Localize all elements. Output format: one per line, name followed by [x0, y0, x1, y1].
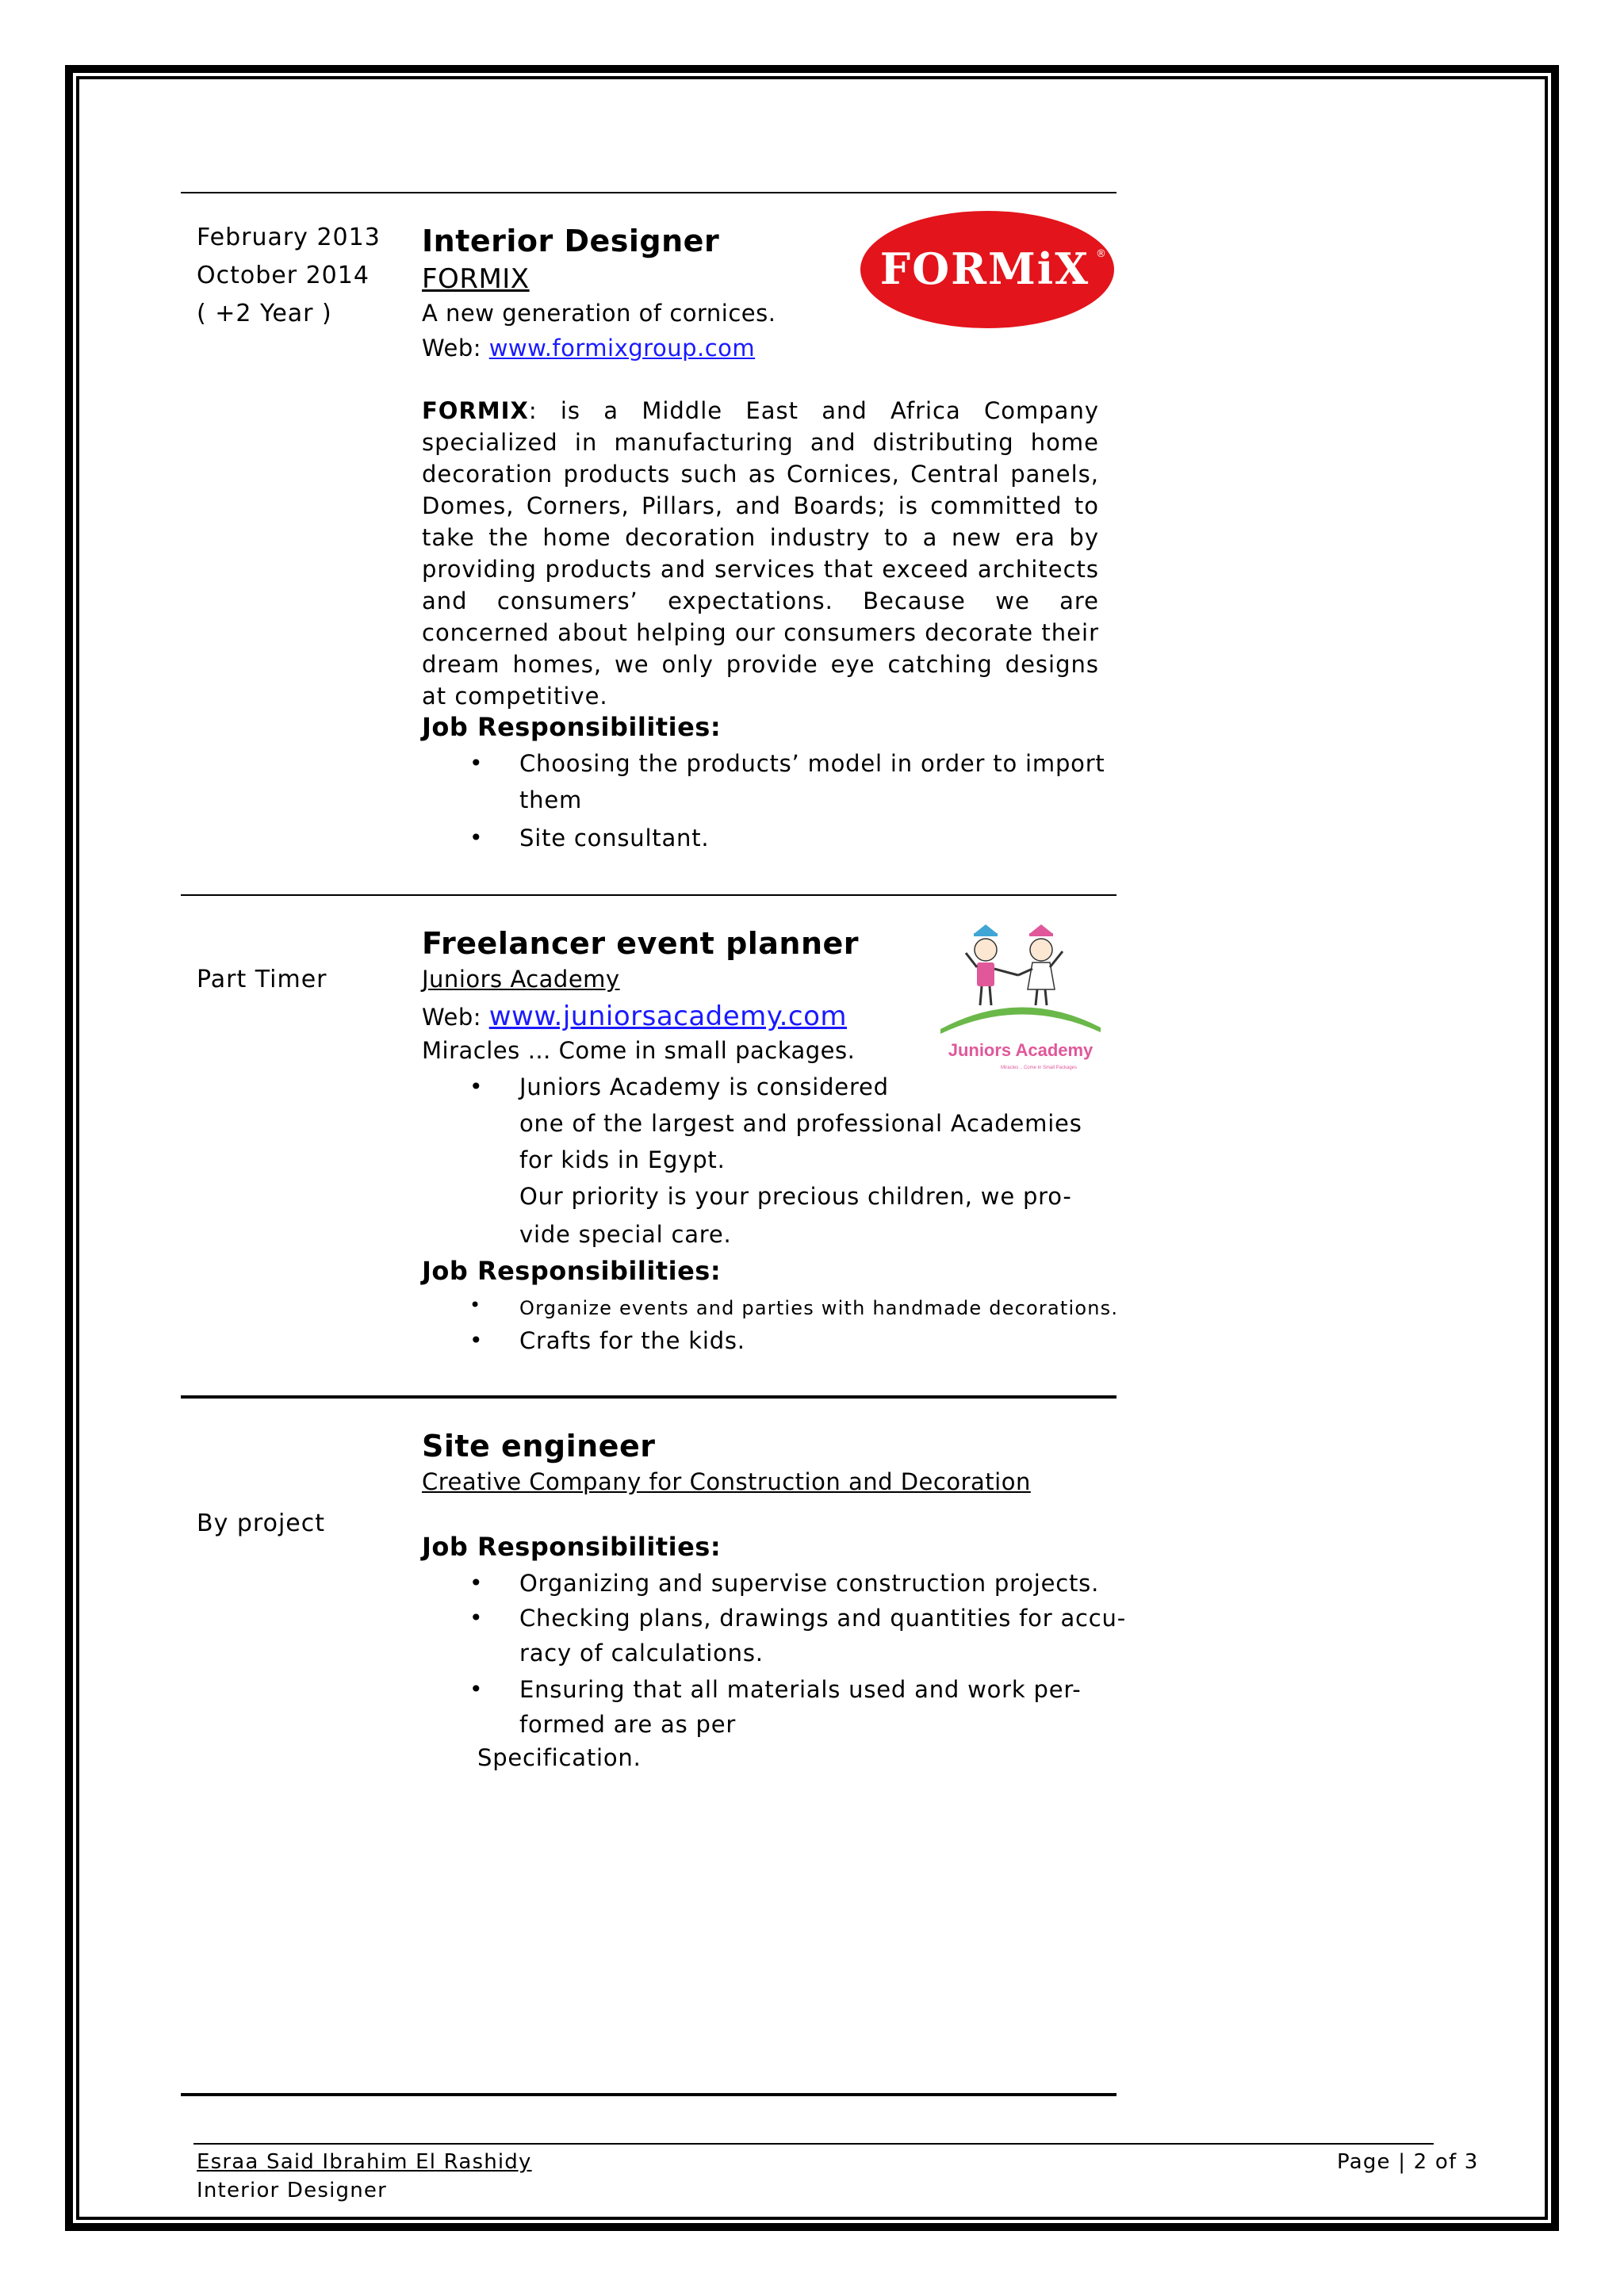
footer-role: Interior Designer: [197, 2179, 387, 2202]
web-label: Web:: [422, 335, 489, 362]
juniors-logo-subtext: Miracles .. Come in Small Packages: [1000, 1066, 1078, 1070]
job1-web-line: [422, 335, 755, 362]
job2-about-line: one of the largest and professional Academies: [519, 1110, 1082, 1137]
job1-resp-item: Site consultant.: [519, 825, 710, 851]
girl-cap: [1029, 924, 1053, 934]
job1-resp-heading: Job Responsibilities:: [422, 712, 722, 742]
job3-resp-item: Specification.: [477, 1744, 642, 1771]
job1-duration: ( +2 Year ): [197, 300, 332, 327]
divider: [181, 894, 1116, 896]
job1-description: FORMIX: is a Middle East and Africa Company specialized in manufacturing and distributing home decoration products such as Cornices, Central panels, Domes, Corners, Pillars, and Boards; is committed to take the home decoration industry to a new era by providing products and services that exceed architects and consumers’ expectations. Because we are concerned about helping our consumers decorate their dream homes, we only provide eye catching designs at competitive.: [422, 397, 1099, 710]
girl-face: [1030, 939, 1052, 961]
job2-resp-item: Organize events and parties with handmade decorations.: [519, 1297, 1119, 1319]
job2-about-line: for kids in Egypt.: [519, 1146, 726, 1173]
job3-resp-item: Ensuring that all materials used and work per-: [519, 1676, 1082, 1703]
job2-resp-item: Crafts for the kids.: [519, 1327, 745, 1354]
formix-logo: [858, 209, 1116, 336]
bullet-icon: •: [469, 1676, 483, 1702]
juniors-logo-text: Juniors Academy: [948, 1040, 1094, 1060]
job2-about-line: vide special care.: [519, 1221, 732, 1248]
job1-date-end: October 2014: [197, 262, 370, 289]
job2-company: Juniors Academy: [422, 966, 620, 993]
job1-resp-item: Choosing the products’ model in order to import: [519, 750, 1105, 777]
boy-cap: [974, 924, 998, 934]
boy-face: [975, 939, 997, 961]
registered-mark: ®: [1096, 248, 1106, 260]
bullet-icon: •: [469, 825, 483, 851]
job2-type: Part Timer: [197, 966, 327, 993]
job1-tagline: A new generation of cornices.: [422, 300, 776, 327]
bullet-icon: •: [469, 1327, 483, 1353]
divider: [181, 192, 1116, 193]
bullet-icon: •: [469, 1294, 481, 1316]
job1-title: Interior Designer: [422, 224, 720, 258]
footer-rule: [193, 2143, 1434, 2145]
bullet-icon: •: [469, 1570, 483, 1596]
juniors-academy-logo: [936, 923, 1105, 1077]
footer-name: Esraa Said Ibrahim El Rashidy: [197, 2150, 532, 2174]
web-label: Web:: [422, 1004, 489, 1031]
job2-resp-heading: Job Responsibilities:: [422, 1256, 722, 1286]
divider: [181, 2093, 1116, 2096]
page-number: Page | 2 of 3: [1337, 2150, 1479, 2174]
job3-company: Creative Company for Construction and Decoration: [422, 1468, 1031, 1495]
job2-web-line: [422, 1001, 847, 1032]
boy-shirt: [977, 962, 994, 986]
job3-resp-heading: Job Responsibilities:: [422, 1532, 722, 1562]
job3-resp-item: formed are as per: [519, 1711, 737, 1738]
job1-resp-item: them: [519, 786, 583, 813]
job1-date-start: February 2013: [197, 224, 381, 251]
job2-tagline: Miracles … Come in small packages.: [422, 1037, 856, 1064]
job3-title: Site engineer: [422, 1429, 656, 1464]
job3-resp-item: Organizing and supervise construction projects.: [519, 1570, 1100, 1597]
job3-type: By project: [197, 1510, 325, 1537]
divider: [181, 1395, 1116, 1399]
job1-company: FORMIX: [422, 263, 530, 295]
bullet-icon: •: [469, 1605, 483, 1631]
job3-resp-item: racy of calculations.: [519, 1640, 764, 1667]
job2-web-link[interactable]: www.juniorsacademy.com: [488, 1001, 847, 1032]
job2-title: Freelancer event planner: [422, 926, 860, 961]
job3-resp-item: Checking plans, drawings and quantities for accu-: [519, 1605, 1126, 1632]
bullet-icon: •: [469, 1073, 483, 1100]
job1-web-link[interactable]: www.formixgroup.com: [488, 335, 756, 362]
job2-about-line: Our priority is your precious children, we pro-: [519, 1183, 1072, 1210]
formix-logo-text: FORMiX: [879, 243, 1090, 294]
grass-arc: [940, 1007, 1101, 1034]
job2-about-line: Juniors Academy is considered: [519, 1073, 889, 1100]
bullet-icon: •: [469, 750, 483, 776]
